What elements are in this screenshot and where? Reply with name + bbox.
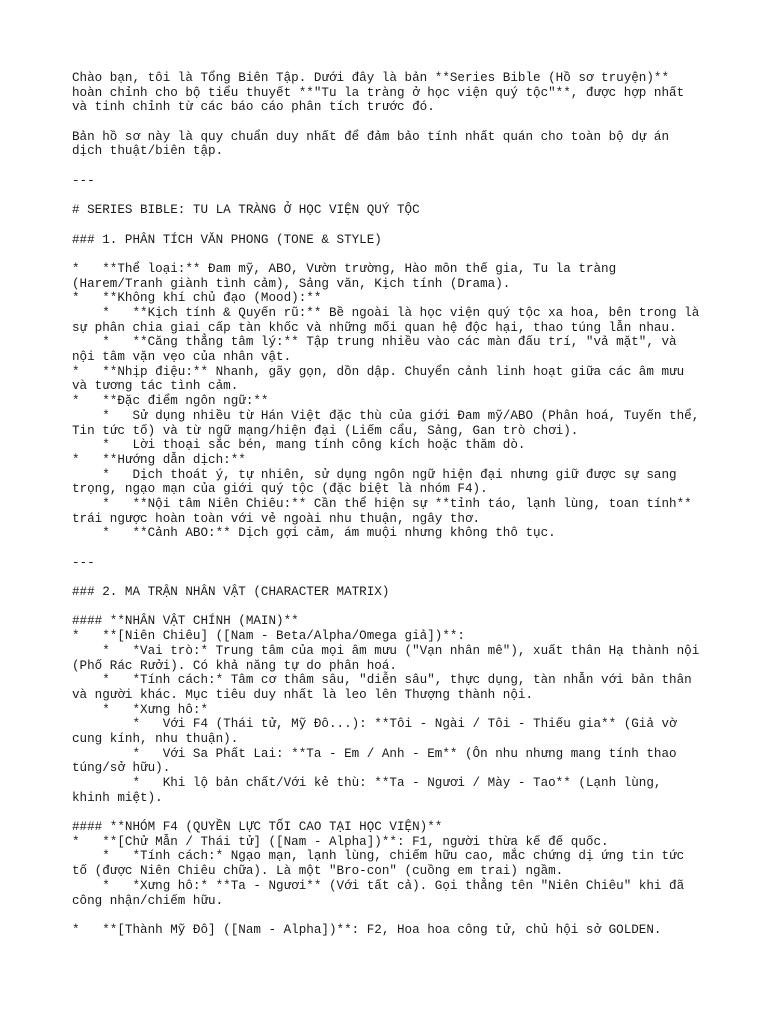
document-line: và tinh chỉnh từ các báo cáo phân tích trước đó. xyxy=(72,100,435,115)
document-line: --- xyxy=(72,555,95,570)
document-line xyxy=(72,218,732,233)
document-line: hoàn chỉnh cho bộ tiểu thuyết **"Tu la tràng ở học viện quý tộc"**, được hợp nhất xyxy=(72,85,685,100)
document-line: Bản hồ sơ này là quy chuẩn duy nhất để đảm bảo tính nhất quán cho toàn bộ dự án xyxy=(72,129,670,144)
document-line: dịch thuật/biên tập. xyxy=(72,144,224,159)
document-line xyxy=(72,805,732,820)
document-line: ### 2. MA TRẬN NHÂN VẬT (CHARACTER MATRIX) xyxy=(72,585,390,600)
document-line: và tương tác tình cảm. xyxy=(72,379,239,394)
document-line: Chào bạn, tôi là Tổng Biên Tập. Dưới đây là bản **Series Bible (Hồ sơ truyện)** xyxy=(72,71,670,85)
document-line: công nhận/chiếm hữu. xyxy=(72,893,224,908)
document-line xyxy=(72,908,732,923)
document-line: * **Nội tâm Niên Chiêu:** Cần thể hiện sự **tỉnh táo, lạnh lùng, toan tính** xyxy=(72,496,692,511)
document-line: * Với Sa Phất Lai: **Ta - Em / Anh - Em** (Ôn nhu nhưng mang tính thao xyxy=(72,746,677,761)
document-line: * **Kịch tính & Quyến rũ:** Bề ngoài là học viện quý tộc xa hoa, bên trong là xyxy=(72,306,700,320)
document-body xyxy=(72,71,732,938)
document-line xyxy=(72,159,732,174)
document-line: khinh miệt). xyxy=(72,790,163,805)
document-line: nội tâm vặn vẹo của nhân vật. xyxy=(72,350,292,365)
document-line xyxy=(72,115,732,130)
document-line: * Sử dụng nhiều từ Hán Việt đặc thù của giới Đam mỹ/ABO (Phân hoá, Tuyến thể, xyxy=(72,408,700,423)
document-line: cung kính, nhu thuận). xyxy=(72,731,239,746)
document-line: * *Vai trò:* Trung tâm của mọi âm mưu ("Vạn nhân mê"), xuất thân Hạ thành nội xyxy=(72,643,700,658)
document-line: ### 1. PHÂN TÍCH VĂN PHONG (TONE & STYLE) xyxy=(72,232,382,247)
document-line xyxy=(72,570,732,585)
document-line: * Khi lộ bản chất/Với kẻ thù: **Ta - Ngươi / Mày - Tao** (Lạnh lùng, xyxy=(72,776,662,790)
document-line xyxy=(72,541,732,556)
document-line xyxy=(72,247,732,262)
document-line: * Với F4 (Thái tử, Mỹ Đô...): **Tôi - Ngài / Tôi - Thiếu gia** (Giả vờ xyxy=(72,717,677,732)
document-line: * **Cảnh ABO:** Dịch gợi cảm, ám muội nhưng không thô tục. xyxy=(72,526,556,541)
document-line: * **Hướng dẫn dịch:** xyxy=(72,452,246,467)
document-line xyxy=(72,189,732,204)
document-line: (Phố Rác Rưởi). Có khả năng tự do phân hoá. xyxy=(72,658,397,673)
document-line: tố (được Niên Chiêu chữa). Là một "Bro-con" (cuồng em trai) ngầm. xyxy=(72,864,564,879)
document-line: sự phân chia giai cấp tàn khốc và những mối quan hệ độc hại, thao túng lẫn nhau. xyxy=(72,320,677,335)
document-line: * *Tính cách:* Ngạo mạn, lạnh lùng, chiếm hữu cao, mắc chứng dị ứng tin tức xyxy=(72,849,685,864)
document-line: * **Không khí chủ đạo (Mood):** xyxy=(72,291,322,306)
document-line: * **Căng thẳng tâm lý:** Tập trung nhiều vào các màn đấu trí, "vả mặt", và xyxy=(72,335,677,350)
document-line xyxy=(72,600,732,615)
document-line: #### **NHÓM F4 (QUYỀN LỰC TỐI CAO TẠI HỌC VIỆN)** xyxy=(72,820,443,835)
document-line: * **[Chử Mẫn / Thái tử] ([Nam - Alpha])**: F1, người thừa kế đế quốc. xyxy=(72,834,609,849)
document-line: (Harem/Tranh giành tình cảm), Sảng văn, Kịch tính (Drama). xyxy=(72,276,511,291)
document-line: * **Thể loại:** Đam mỹ, ABO, Vườn trường, Hào môn thế gia, Tu la tràng xyxy=(72,261,617,276)
document-line: trái ngược hoàn toàn với vẻ ngoài nhu thuận, ngây thơ. xyxy=(72,511,481,526)
document-line: trọng, ngạo mạn của giới quý tộc (đặc biệt là nhóm F4). xyxy=(72,482,488,497)
document-line: #### **NHÂN VẬT CHÍNH (MAIN)** xyxy=(72,614,299,629)
document-line: * **Nhịp điệu:** Nhanh, gãy gọn, dồn dập. Chuyển cảnh linh hoạt giữa các âm mưu xyxy=(72,364,685,379)
document-line: * **[Thành Mỹ Đô] ([Nam - Alpha])**: F2, Hoa hoa công tử, chủ hội sở GOLDEN. xyxy=(72,922,662,937)
document-line: túng/sở hữu). xyxy=(72,761,171,776)
document-line: * **[Niên Chiêu] ([Nam - Beta/Alpha/Omega giả])**: xyxy=(72,629,465,644)
document-line: --- xyxy=(72,173,95,188)
document-line: * Lời thoại sắc bén, mang tính công kích hoặc thăm dò. xyxy=(72,438,526,453)
document-line: * **Đặc điểm ngôn ngữ:** xyxy=(72,394,269,409)
document-line: * *Tính cách:* Tâm cơ thâm sâu, "diễn sâu", thực dụng, tàn nhẫn với bản thân xyxy=(72,673,692,688)
document-line: và người khác. Mục tiêu duy nhất là leo lên Thượng thành nội. xyxy=(72,687,534,702)
document-line: * Dịch thoát ý, tự nhiên, sử dụng ngôn ngữ hiện đại nhưng giữ được sự sang xyxy=(72,467,677,482)
document-line: * *Xưng hô:* xyxy=(72,702,209,717)
document-line: # SERIES BIBLE: TU LA TRÀNG Ở HỌC VIỆN QUÝ TỘC xyxy=(72,203,420,218)
document-line: Tin tức tố) và từ ngữ mạng/hiện đại (Liếm cẩu, Sảng, Gan trò chơi). xyxy=(72,423,579,438)
document-line: * *Xưng hô:* **Ta - Ngươi** (Với tất cả). Gọi thẳng tên "Niên Chiêu" khi đã xyxy=(72,878,685,893)
